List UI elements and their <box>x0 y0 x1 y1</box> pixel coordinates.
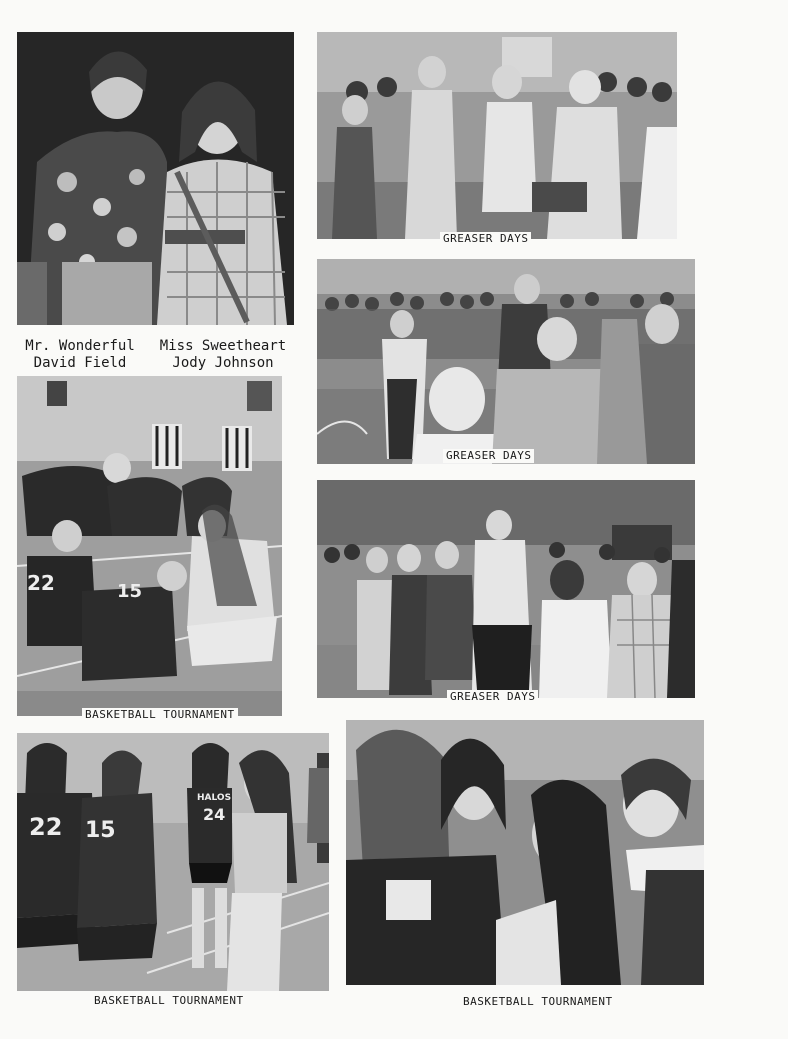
greaser-caption-2: GREASER DAYS <box>443 449 534 463</box>
miss-sweetheart-title: Miss Sweetheart <box>159 338 287 354</box>
royalty-caption-right <box>150 338 296 372</box>
jersey-number-bottom-center: 24 <box>203 805 226 824</box>
basketball-caption-3: BASKETBALL TOURNAMENT <box>463 995 613 1008</box>
miss-sweetheart-name: Jody Johnson <box>172 355 274 371</box>
basketball-photo-2 <box>17 733 329 991</box>
greaser-caption-3: GREASER DAYS <box>447 690 538 704</box>
jersey-team-name: HALOS <box>197 793 232 803</box>
royalty-photo <box>17 32 294 325</box>
jersey-number-bottom-left-1: 22 <box>29 813 63 841</box>
basketball-caption-2: BASKETBALL TOURNAMENT <box>94 994 244 1007</box>
mr-wonderful-title: Mr. Wonderful <box>25 338 135 354</box>
basketball-photo-3 <box>346 720 704 985</box>
basketball-caption-1: BASKETBALL TOURNAMENT <box>82 708 238 722</box>
greaser-photo-2 <box>317 259 695 464</box>
jersey-number-left-player: 22 <box>27 571 55 595</box>
basketball-photo-1 <box>17 376 282 716</box>
greaser-photo-3 <box>317 480 695 698</box>
mr-wonderful-name: David Field <box>33 355 127 371</box>
jersey-number-bottom-left-2: 15 <box>85 818 116 843</box>
jersey-number-kneeling-player: 15 <box>117 581 143 602</box>
greaser-photo-1 <box>317 32 677 239</box>
greaser-caption-1: GREASER DAYS <box>440 232 531 246</box>
royalty-caption-left <box>17 338 143 372</box>
